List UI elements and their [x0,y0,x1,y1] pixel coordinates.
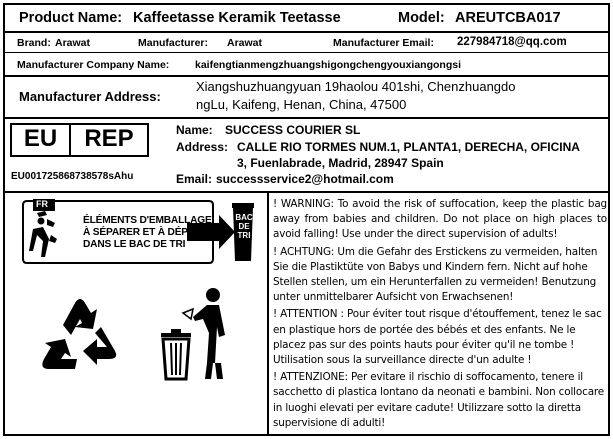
recycle-icon [35,293,125,381]
warning-it: ! ATTENZIONE: Per evitare il rischio di soffocamento, tenere il sacchetto di plastica lontano da neonati e bambini. Non collocare in luoghi elevati per evitare cadute! Utilizzare sotto la diretta supervisione di adulti! [273,371,605,429]
eu-rep-row [5,119,608,193]
eu-rep-name-label: Name: [176,123,213,137]
product-label [3,3,610,436]
manufacturer-address-label: Manufacturer Address: [19,89,161,104]
triman-bac1: BAC [235,213,253,222]
triman-fr: FR [36,199,48,209]
manufacturer-email-value: 227984718@qq.com [457,36,567,48]
warning-en: ! WARNING: To avoid the risk of suffocation, keep the plastic bag away from babies and children. Do not place on high places to avoid falling! Use under the direct supervision of adults! [273,198,607,241]
manufacturer-label: Manufacturer: [138,37,209,49]
eu-rep-email-value: successservice2@hotmail.com [216,172,394,186]
trash-bin-icon [149,283,245,383]
manufacturer-address-line2: ngLu, Kaifeng, Henan, China, 47500 [196,97,407,112]
triman-text [83,215,216,251]
triman-bac-label [235,213,253,240]
triman-bac2: DE [238,222,250,231]
eu-rep-name-value: SUCCESS COURIER SL [225,123,361,137]
triman-line3: DANS LE BAC DE TRI [83,239,186,250]
product-row [5,5,608,33]
triman-icon [19,199,255,265]
brand-label: Brand: [17,37,51,49]
manufacturer-address-line1: Xiangshuzhuangyuan 19haolou 401shi, Chenzhuangdo [196,79,516,94]
eu-rep-address-line1: CALLE RIO TORMES NUM.1, PLANTA1, DERECHA, OFICINA [237,140,580,154]
triman-bac3: TRI [237,231,251,240]
manufacturer-email-label: Manufacturer Email: [333,37,434,49]
eu-rep-address-label: Address: [176,140,229,154]
manufacturer-value: Arawat [227,37,263,49]
triman-line1: ÉLÉMENTS D'EMBALLAGE [83,215,212,226]
model-value: AREUTCBA017 [455,10,561,26]
brand-row [5,33,608,53]
eu-box: EU [10,123,71,157]
model-label: Model: [398,10,445,26]
warnings-block [273,197,607,433]
vertical-divider [267,193,269,434]
eu-rep-address-line2: 3, Fuenlabrade, Madrid, 28947 Spain [237,156,444,170]
warning-fr: ! ATTENTION : Pour éviter tout risque d'étouffement, tenez le sac en plastique hors de portée des bébés et des enfants. Ne le placez pas sur des points hauts pour éviter qu'il ne tombe ! Utilisation sous la surveillance directe d'un adulte ! [273,308,602,367]
triman-line2: À SÉPARER ET À DÉPOSER [83,227,216,238]
bottom-section [5,193,608,434]
company-name-label: Manufacturer Company Name: [17,59,170,71]
warning-de: ! ACHTUNG: Um die Gefahr des Erstickens zu vermeiden, halten Sie die Plastiktüte von Babys und Kindern fern. Nicht auf hohe Stellen stellen, um ein Herunterfallen zu vermeiden! Benutzung unter unmittelbarer Aufsicht von Erwachsenen! [273,245,598,304]
product-name-label: Product Name: [19,10,123,26]
address-row [5,77,608,119]
product-name-value: Kaffeetasse Keramik Teetasse [133,10,341,26]
rep-box: REP [71,123,149,157]
company-row [5,53,608,77]
eu-rep-code: EU001725868738578sAhu [11,171,134,182]
brand-value: Arawat [55,37,91,49]
company-name-value: kaifengtianmengzhuangshigongchengyouxiangongsi [195,59,462,71]
eu-rep-email-label: Email: [176,172,213,186]
